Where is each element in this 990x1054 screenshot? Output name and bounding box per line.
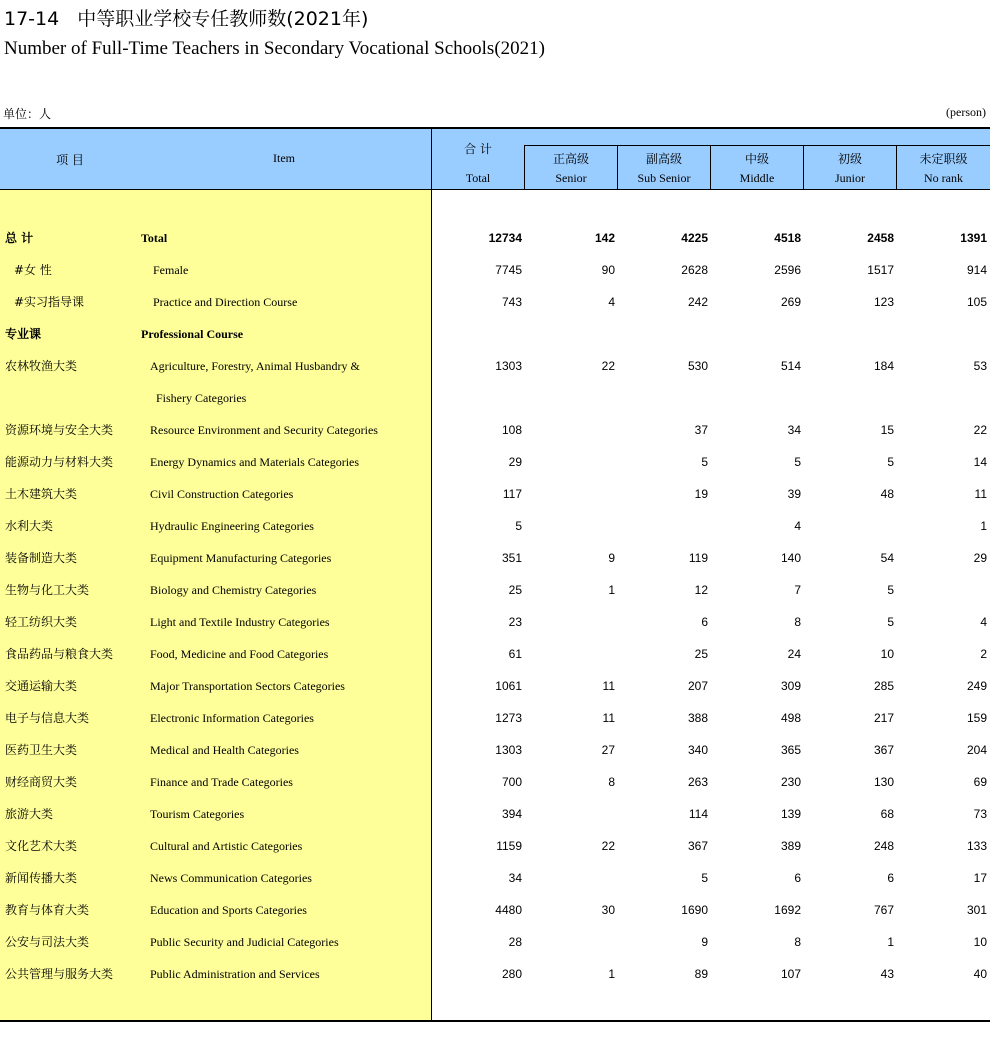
row-label-en: Food, Medicine and Food Categories bbox=[150, 647, 329, 661]
row-label-cn: 水利大类 bbox=[5, 519, 54, 533]
table-row bbox=[0, 327, 990, 359]
header-col-middle-cn: 中级 bbox=[744, 152, 769, 166]
row-label-en: Professional Course bbox=[141, 327, 244, 341]
cell-value: 8 bbox=[794, 615, 801, 629]
cell-value: 242 bbox=[687, 295, 708, 309]
cell-value: 11 bbox=[602, 679, 615, 693]
cell-value: 4480 bbox=[495, 903, 522, 917]
row-label-cn: 资源环境与安全大类 bbox=[5, 423, 114, 437]
table-row bbox=[0, 935, 990, 967]
cell-value: 1 bbox=[608, 583, 615, 597]
row-label-cn: 公共管理与服务大类 bbox=[5, 967, 114, 981]
cell-value: 159 bbox=[966, 711, 987, 725]
cell-value: 285 bbox=[873, 679, 894, 693]
table-row bbox=[0, 743, 990, 775]
unit-label-en: (person) bbox=[946, 105, 986, 119]
cell-value: 133 bbox=[966, 839, 987, 853]
cell-value: 2458 bbox=[867, 231, 894, 245]
row-label-cn: 总 计 bbox=[5, 231, 34, 245]
cell-value: 2596 bbox=[774, 263, 801, 277]
header-item-cn: 项 目 bbox=[56, 153, 84, 167]
cell-value: 8 bbox=[608, 775, 615, 789]
row-label-en: Public Administration and Services bbox=[150, 967, 320, 981]
cell-value: 530 bbox=[687, 359, 708, 373]
cell-value: 5 bbox=[515, 519, 522, 533]
table-row bbox=[0, 391, 990, 423]
row-label-en: Resource Environment and Security Categories bbox=[150, 423, 378, 437]
row-label-cn: 文化艺术大类 bbox=[5, 839, 78, 853]
table-row bbox=[0, 231, 990, 263]
table-row bbox=[0, 775, 990, 807]
cell-value: 29 bbox=[973, 551, 987, 565]
cell-value: 61 bbox=[508, 647, 522, 661]
cell-value: 301 bbox=[966, 903, 987, 917]
cell-value: 90 bbox=[601, 263, 615, 277]
cell-value: 5 bbox=[887, 583, 894, 597]
row-label-en: Fishery Categories bbox=[156, 391, 247, 405]
header-col-junior-cn: 初级 bbox=[837, 152, 862, 166]
row-label-cn: #女 性 bbox=[14, 263, 52, 277]
cell-value: 119 bbox=[688, 551, 708, 565]
header-col-norank-en: No rank bbox=[924, 171, 963, 185]
row-label-en: Public Security and Judicial Categories bbox=[150, 935, 339, 949]
cell-value: 54 bbox=[880, 551, 894, 565]
header-total-en: Total bbox=[465, 171, 491, 185]
cell-value: 117 bbox=[502, 487, 522, 501]
row-label-en: Education and Sports Categories bbox=[150, 903, 307, 917]
cell-value: 25 bbox=[694, 647, 708, 661]
cell-value: 514 bbox=[780, 359, 801, 373]
header-col-subsenior-en: Sub Senior bbox=[637, 171, 691, 185]
cell-value: 39 bbox=[787, 487, 801, 501]
cell-value: 8 bbox=[794, 935, 801, 949]
cell-value: 184 bbox=[873, 359, 894, 373]
header-bottom-rule bbox=[0, 189, 990, 190]
row-label-cn: 交通运输大类 bbox=[5, 679, 78, 693]
table-row bbox=[0, 839, 990, 871]
cell-value: 1303 bbox=[495, 359, 522, 373]
cell-value: 1 bbox=[980, 519, 987, 533]
row-label-en: Medical and Health Categories bbox=[150, 743, 299, 757]
cell-value: 9 bbox=[608, 551, 615, 565]
cell-value: 107 bbox=[780, 967, 801, 981]
cell-value: 27 bbox=[601, 743, 615, 757]
cell-value: 68 bbox=[880, 807, 894, 821]
cell-value: 89 bbox=[694, 967, 708, 981]
cell-value: 1273 bbox=[495, 711, 522, 725]
cell-value: 142 bbox=[594, 231, 615, 245]
cell-value: 914 bbox=[966, 263, 987, 277]
cell-value: 73 bbox=[973, 807, 987, 821]
cell-value: 10 bbox=[880, 647, 894, 661]
row-label-cn: 专业课 bbox=[5, 327, 42, 341]
row-label-en: Hydraulic Engineering Categories bbox=[150, 519, 314, 533]
cell-value: 17 bbox=[973, 871, 987, 885]
row-label-cn: 土木建筑大类 bbox=[5, 487, 78, 501]
cell-value: 130 bbox=[873, 775, 894, 789]
table-row bbox=[0, 519, 990, 551]
cell-value: 365 bbox=[780, 743, 801, 757]
cell-value: 25 bbox=[508, 583, 522, 597]
row-label-en: Agriculture, Forestry, Animal Husbandry & bbox=[150, 359, 360, 373]
cell-value: 767 bbox=[873, 903, 894, 917]
cell-value: 6 bbox=[794, 871, 801, 885]
cell-value: 15 bbox=[880, 423, 894, 437]
row-label-en: Total bbox=[141, 231, 168, 245]
row-label-cn: 装备制造大类 bbox=[5, 551, 78, 565]
cell-value: 30 bbox=[601, 903, 615, 917]
cell-value: 4 bbox=[794, 519, 801, 533]
row-label-en: Electronic Information Categories bbox=[150, 711, 314, 725]
cell-value: 34 bbox=[508, 871, 522, 885]
cell-value: 1159 bbox=[496, 839, 522, 853]
header-col-norank-cn: 未定职级 bbox=[919, 152, 968, 166]
row-label-en: Civil Construction Categories bbox=[150, 487, 294, 501]
cell-value: 4 bbox=[980, 615, 987, 629]
header-total-cn: 合 计 bbox=[464, 142, 492, 156]
table-number: 17-14 bbox=[4, 8, 60, 30]
table-row bbox=[0, 359, 990, 391]
row-label-cn: 新闻传播大类 bbox=[5, 871, 78, 885]
row-label-cn: 电子与信息大类 bbox=[5, 711, 90, 725]
cell-value: 108 bbox=[501, 423, 522, 437]
cell-value: 19 bbox=[694, 487, 708, 501]
table-row bbox=[0, 679, 990, 711]
cell-value: 6 bbox=[887, 871, 894, 885]
table-title-cn bbox=[4, 4, 368, 31]
cell-value: 1 bbox=[887, 935, 894, 949]
cell-value: 9 bbox=[701, 935, 708, 949]
cell-value: 1303 bbox=[495, 743, 522, 757]
cell-value: 4 bbox=[608, 295, 615, 309]
cell-value: 23 bbox=[508, 615, 522, 629]
row-label-en: Light and Textile Industry Categories bbox=[150, 615, 330, 629]
cell-value: 12 bbox=[694, 583, 708, 597]
cell-value: 280 bbox=[501, 967, 522, 981]
cell-value: 2628 bbox=[681, 263, 708, 277]
cell-value: 1692 bbox=[774, 903, 801, 917]
cell-value: 12734 bbox=[488, 231, 522, 245]
table-row bbox=[0, 647, 990, 679]
cell-value: 388 bbox=[687, 711, 708, 725]
cell-value: 48 bbox=[880, 487, 894, 501]
cell-value: 367 bbox=[873, 743, 894, 757]
cell-value: 394 bbox=[501, 807, 522, 821]
cell-value: 5 bbox=[701, 455, 708, 469]
header-sub-rule bbox=[524, 145, 990, 146]
cell-value: 43 bbox=[880, 967, 894, 981]
cell-value: 1517 bbox=[867, 263, 894, 277]
table-row bbox=[0, 903, 990, 935]
row-label-cn: 能源动力与材料大类 bbox=[5, 455, 114, 469]
cell-value: 22 bbox=[601, 839, 615, 853]
row-label-cn: 公安与司法大类 bbox=[5, 935, 90, 949]
row-label-cn: 医药卫生大类 bbox=[5, 743, 78, 757]
cell-value: 249 bbox=[966, 679, 987, 693]
cell-value: 2 bbox=[980, 647, 987, 661]
table-title-en: Number of Full-Time Teachers in Secondary Vocational Schools(2021) bbox=[4, 38, 545, 59]
cell-value: 1391 bbox=[960, 231, 987, 245]
table-row bbox=[0, 455, 990, 487]
cell-value: 29 bbox=[508, 455, 522, 469]
cell-value: 7745 bbox=[495, 263, 522, 277]
row-label-en: Practice and Direction Course bbox=[153, 295, 298, 309]
row-label-en: Energy Dynamics and Materials Categories bbox=[150, 455, 360, 469]
cell-value: 5 bbox=[701, 871, 708, 885]
row-label-cn: 轻工纺织大类 bbox=[5, 615, 78, 629]
cell-value: 105 bbox=[966, 295, 987, 309]
row-label-cn: 农林牧渔大类 bbox=[5, 359, 78, 373]
cell-value: 204 bbox=[966, 743, 987, 757]
table-row bbox=[0, 807, 990, 839]
row-label-en: News Communication Categories bbox=[150, 871, 312, 885]
cell-value: 351 bbox=[501, 551, 522, 565]
table-row bbox=[0, 615, 990, 647]
cell-value: 22 bbox=[973, 423, 987, 437]
cell-value: 340 bbox=[687, 743, 708, 757]
header-col-senior-cn: 正高级 bbox=[552, 152, 589, 166]
cell-value: 248 bbox=[873, 839, 894, 853]
row-label-cn: 财经商贸大类 bbox=[5, 775, 78, 789]
cell-value: 5 bbox=[887, 615, 894, 629]
cell-value: 4225 bbox=[681, 231, 708, 245]
cell-value: 6 bbox=[701, 615, 708, 629]
cell-value: 1 bbox=[608, 967, 615, 981]
cell-value: 7 bbox=[794, 583, 801, 597]
cell-value: 22 bbox=[601, 359, 615, 373]
table-row bbox=[0, 551, 990, 583]
cell-value: 114 bbox=[688, 807, 708, 821]
cell-value: 40 bbox=[973, 967, 987, 981]
unit-label-cn: 单位：人 bbox=[3, 107, 52, 121]
row-label-en: Female bbox=[153, 263, 189, 277]
header-col-subsenior-cn: 副高级 bbox=[645, 152, 682, 166]
cell-value: 743 bbox=[501, 295, 522, 309]
header-col-senior-en: Senior bbox=[555, 171, 587, 185]
row-label-cn: 教育与体育大类 bbox=[5, 903, 90, 917]
cell-value: 34 bbox=[787, 423, 801, 437]
cell-value: 389 bbox=[780, 839, 801, 853]
row-label-en: Major Transportation Sectors Categories bbox=[150, 679, 345, 693]
row-label-cn: #实习指导课 bbox=[14, 295, 85, 309]
cell-value: 10 bbox=[973, 935, 987, 949]
cell-value: 5 bbox=[794, 455, 801, 469]
header-col-middle-en: Middle bbox=[739, 171, 775, 185]
cell-value: 4518 bbox=[774, 231, 801, 245]
table-row bbox=[0, 423, 990, 455]
cell-value: 28 bbox=[508, 935, 522, 949]
cell-value: 139 bbox=[780, 807, 801, 821]
row-label-cn: 旅游大类 bbox=[5, 807, 54, 821]
cell-value: 498 bbox=[780, 711, 801, 725]
cell-value: 140 bbox=[780, 551, 801, 565]
cell-value: 309 bbox=[780, 679, 801, 693]
cell-value: 207 bbox=[687, 679, 708, 693]
cell-value: 69 bbox=[973, 775, 987, 789]
row-label-en: Tourism Categories bbox=[150, 807, 245, 821]
row-label-en: Biology and Chemistry Categories bbox=[150, 583, 317, 597]
table-title-cn-text: 中等职业学校专任教师数(2021年) bbox=[77, 8, 369, 30]
cell-value: 367 bbox=[687, 839, 708, 853]
cell-value: 230 bbox=[780, 775, 801, 789]
cell-value: 24 bbox=[787, 647, 801, 661]
table-row bbox=[0, 487, 990, 519]
cell-value: 5 bbox=[887, 455, 894, 469]
table-row bbox=[0, 295, 990, 327]
table-row bbox=[0, 263, 990, 295]
header-col-junior-en: Junior bbox=[835, 171, 865, 185]
table-row bbox=[0, 871, 990, 903]
row-label-cn: 食品药品与粮食大类 bbox=[5, 647, 114, 661]
table-row bbox=[0, 711, 990, 743]
cell-value: 11 bbox=[974, 487, 987, 501]
cell-value: 53 bbox=[973, 359, 987, 373]
row-label-en: Finance and Trade Categories bbox=[150, 775, 293, 789]
cell-value: 269 bbox=[780, 295, 801, 309]
cell-value: 1061 bbox=[495, 679, 522, 693]
table-row bbox=[0, 967, 990, 999]
header-item-en: Item bbox=[273, 151, 295, 165]
cell-value: 37 bbox=[694, 423, 708, 437]
row-label-en: Equipment Manufacturing Categories bbox=[150, 551, 332, 565]
cell-value: 217 bbox=[873, 711, 894, 725]
table-bottom-rule bbox=[0, 1020, 990, 1022]
cell-value: 263 bbox=[687, 775, 708, 789]
table-row bbox=[0, 583, 990, 615]
cell-value: 14 bbox=[973, 455, 987, 469]
cell-value: 1690 bbox=[681, 903, 708, 917]
cell-value: 700 bbox=[501, 775, 522, 789]
row-label-en: Cultural and Artistic Categories bbox=[150, 839, 303, 853]
cell-value: 11 bbox=[602, 711, 615, 725]
row-label-cn: 生物与化工大类 bbox=[5, 583, 90, 597]
cell-value: 123 bbox=[873, 295, 894, 309]
